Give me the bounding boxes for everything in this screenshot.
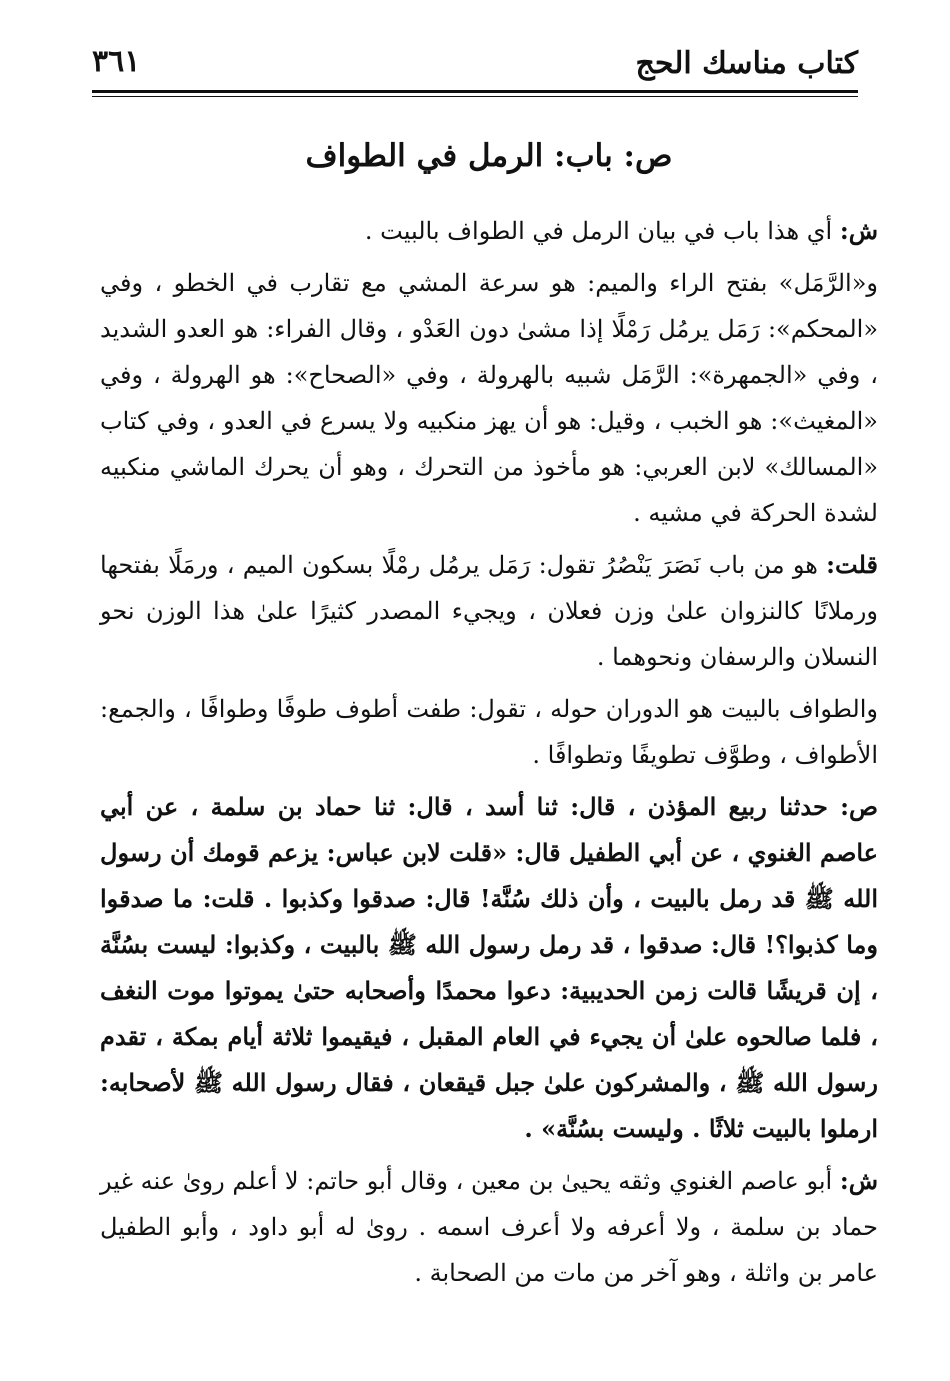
paragraph-1 [100, 208, 878, 254]
paragraph-lead: قلت: [826, 550, 878, 579]
paragraph-text: حدثنا ربيع المؤذن ، قال: ثنا أسد ، قال: ثنا حماد بن سلمة ، عن أبي عاصم الغنوي ، عن أبي الطفيل قال: «قلت لابن عباس: يزعم قومك أن رسول الله ﷺ قد رمل بالبيت ، وأن ذلك سُنَّة! قال: صدقوا وكذبوا . قلت: ما صدقوا وما كذبوا؟! قال: صدقوا ، قد رمل رسول الله ﷺ بالبيت ، وكذبوا: ليست بسُنَّة ، إن قريشًا قالت زمن الحديبية: دعوا محمدًا وأصحابه حتىٰ يموتوا موت النغف ، فلما صالحوه علىٰ أن يجيء في العام المقبل ، فيقيموا ثلاثة أيام بمكة ، تقدم رسول الله ﷺ ، والمشركون علىٰ جبل قيقعان ، فقال رسول الله ﷺ لأصحابه: ارملوا بالبيت ثلاثًا . وليست بسُنَّة» . [100, 792, 879, 1143]
paragraph-text: هو من باب نَصَرَ يَنْصُرُ تقول: رَمَل يرمُل رمْلًا بسكون الميم ، ورمَلًا بفتحها ورملانًا كالنزوان علىٰ وزن فعلان ، ويجيء المصدر كثيرًا علىٰ هذا الوزن نحو النسلان والرسفان ونحوهما . [100, 551, 878, 671]
running-header [92, 38, 858, 88]
paragraph-text: أبو عاصم الغنوي وثقه يحيىٰ بن معين ، وقال أبو حاتم: لا أعلم روىٰ عنه غير حماد بن سلمة ، ولا أعرفه ولا أعرف اسمه . روىٰ له أبو داود ، وأبو الطفيل عامر بن واثلة ، وهو آخر من مات من الصحابة . [100, 1167, 878, 1287]
paragraph-text: أي هذا باب في بيان الرمل في الطواف بالبيت . [364, 217, 840, 245]
paragraph-2 [100, 260, 878, 536]
paragraph-text: و«الرَّمَل» بفتح الراء والميم: هو سرعة المشي مع تقارب في الخطو ، وفي «المحكم»: رَمَل يرمُل رَمْلًا إذا مشىٰ دون العَدْو ، وقال الفراء: هو العدو الشديد ، وفي «الجمهرة»: الرَّمَل شبيه بالهرولة ، وفي «الصحاح»: هو الهرولة ، وفي «المغيث»: هو الخبب ، وقيل: هو أن يهز منكبيه ولا يسرع في العدو ، وفي كتاب «المسالك» لابن العربي: هو مأخوذ من التحرك ، وهو أن يحرك الماشي منكبيه لشدة الحركة في مشيه . [100, 269, 878, 527]
paragraph-lead: ش: [839, 1166, 878, 1195]
header-rule-thick [92, 90, 858, 93]
paragraph-text: والطواف بالبيت هو الدوران حوله ، تقول: طفت أطوف طوفًا وطوافًا ، والجمع: الأطواف ، وطوَّف تطويفًا وتطوافًا . [100, 695, 878, 769]
paragraph-4 [100, 686, 878, 778]
paragraph-3 [100, 542, 878, 680]
paragraph-5 [100, 784, 878, 1152]
paragraph-lead: ش: [839, 216, 878, 245]
paragraph-6 [100, 1158, 878, 1296]
page-number: ٣٦١ [92, 44, 141, 79]
paragraph-lead: ص: [840, 792, 878, 821]
header-rule-thin [92, 96, 858, 97]
chapter-title: ص: باب: الرمل في الطواف [305, 138, 673, 174]
book-title: كتاب مناسك الحج [635, 46, 858, 81]
page-content [100, 130, 878, 1302]
